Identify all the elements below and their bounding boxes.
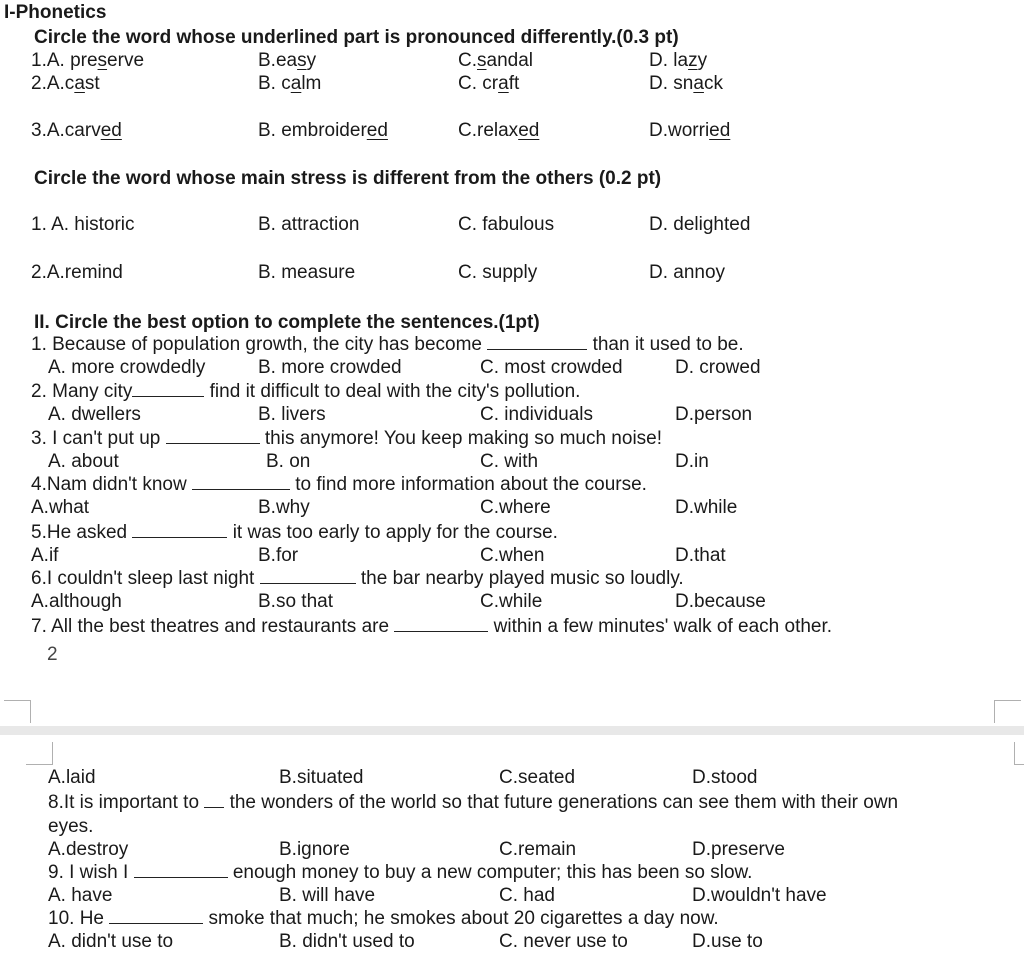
option-b[interactable] [258,119,388,142]
question-text: 5.He asked [31,522,128,543]
option-a[interactable]: A.destroy [48,839,129,860]
option-b[interactable]: B. attraction [258,214,360,235]
option-b[interactable]: B.why [258,497,310,518]
question-text: find it difficult to deal with the city's pollution. [209,381,581,402]
option-d[interactable]: D. delighted [649,214,751,235]
option-c[interactable]: C. had [499,885,555,906]
option-text: C.relax [458,120,519,141]
answer-blank[interactable] [109,909,203,924]
underlined-part: a [74,73,85,94]
option-text: B. c [258,73,291,94]
option-d[interactable]: D. annoy [649,262,726,283]
crop-mark-top-right [994,700,1021,723]
question-text: 1. Because of population growth, the city has become [31,334,482,355]
question-text: enough money to buy a new computer; this has been so slow. [232,862,753,883]
option-b[interactable]: B. will have [279,885,376,906]
option-text: B. embroider [258,120,367,141]
option-c[interactable]: C. never use to [499,931,628,952]
option-text: erve [107,50,145,71]
answer-blank[interactable] [132,523,227,538]
option-text: C. cr [458,73,499,94]
option-b[interactable]: B. livers [258,404,326,425]
option-text: 1.A. pre [31,50,98,71]
underlined-part: ed [709,120,731,141]
option-a[interactable]: A.if [31,545,59,566]
question-9-stem [48,861,752,884]
option-a[interactable]: 2.A.remind [31,262,123,283]
option-a[interactable] [31,49,144,72]
answer-blank[interactable] [394,617,488,632]
option-d[interactable] [649,49,707,72]
option-d[interactable] [649,119,730,142]
option-text: D.worri [649,120,710,141]
question-text: this anymore! You keep making so much noise! [264,428,663,449]
option-c[interactable]: C. most crowded [480,357,623,378]
question-text: smoke that much; he smokes about 20 cigarettes a day now. [208,908,719,929]
underlined-part: s [97,50,108,71]
option-text: D. la [649,50,689,71]
underlined-part: s [297,50,307,71]
question-text: to find more information about the course. [295,474,647,495]
instruction-stress: Circle the word whose main stress is different from the others (0.2 pt) [34,168,662,189]
page-break-divider [0,726,1024,735]
answer-blank[interactable] [487,335,587,350]
option-a[interactable]: A.laid [48,767,96,788]
option-text: st [84,73,100,94]
crop-mark-bottom-left [26,742,53,765]
option-d[interactable]: D.while [675,497,738,518]
crop-mark-bottom-right [1014,742,1024,765]
option-d[interactable]: D.person [675,404,753,425]
option-a[interactable]: A.what [31,497,90,518]
option-text: D. sn [649,73,694,94]
page-number: 2 [47,644,58,665]
option-text: 3.A.carv [31,120,101,141]
answer-blank[interactable] [132,382,204,397]
option-c[interactable]: C. individuals [480,404,593,425]
question-5-stem [31,521,558,544]
option-d[interactable]: D. crowed [675,357,761,378]
underlined-part: ed [366,120,388,141]
option-a[interactable]: A. dwellers [48,404,141,425]
underlined-part: s [477,50,487,71]
question-text: 10. He [48,908,104,929]
question-text: it was too early to apply for the course. [232,522,558,543]
option-text: lm [301,73,322,94]
option-a[interactable]: A. have [48,885,113,906]
option-b[interactable]: B. measure [258,262,356,283]
question-text: than it used to be. [592,334,744,355]
option-text: y [697,50,708,71]
answer-blank[interactable] [260,569,356,584]
underlined-part: z [688,50,698,71]
option-c[interactable]: C.when [480,545,545,566]
option-d[interactable]: D.preserve [692,839,785,860]
option-d[interactable]: D.in [675,451,709,472]
option-c[interactable]: C.where [480,497,551,518]
option-a[interactable] [31,119,122,142]
option-c[interactable]: C.remain [499,839,577,860]
option-c[interactable] [458,119,539,142]
section-title-sentences: II. Circle the best option to complete the sentences.(1pt) [34,312,540,333]
question-text: 9. I wish I [48,862,129,883]
instruction-pronunciation: Circle the word whose underlined part is pronounced differently.(0.3 pt) [34,27,679,48]
underlined-part: a [290,73,302,94]
option-text: andal [486,50,533,71]
option-c[interactable] [458,72,519,95]
question-text: 2. Many city [31,381,133,402]
option-a[interactable] [31,72,100,95]
option-text: ft [508,73,520,94]
option-c[interactable] [458,49,533,72]
underlined-part: a [693,73,704,94]
option-a[interactable]: A.although [31,591,122,612]
underlined-part: ed [100,120,122,141]
underlined-part: a [498,73,509,94]
option-text: ck [703,73,723,94]
question-8-stem [48,791,898,814]
answer-blank[interactable] [134,863,228,878]
answer-blank[interactable] [166,429,260,444]
question-text: the bar nearby played music so loudly. [360,568,684,589]
option-c[interactable]: C.seated [499,767,576,788]
option-b[interactable]: B. didn't used to [279,931,415,952]
section-title-phonetics: I-Phonetics [4,2,107,23]
question-text: 6.I couldn't sleep last night [31,568,255,589]
option-d[interactable]: D.use to [692,931,763,952]
option-d[interactable]: D.wouldn't have [692,885,827,906]
option-b[interactable]: B.ignore [279,839,350,860]
question-text: within a few minutes' walk of each other. [493,616,833,637]
option-b[interactable] [258,49,316,72]
option-a[interactable]: A. more crowdedly [48,357,206,378]
question-10-stem [48,907,719,930]
crop-mark-top-left [4,700,31,723]
option-text: 2.A.c [31,73,75,94]
option-d[interactable]: D.because [675,591,766,612]
question-3-stem [31,427,662,450]
question-6-stem [31,567,684,590]
question-text: 8.It is important to [48,792,200,813]
option-a[interactable]: 1. A. historic [31,214,135,235]
option-text: B.ea [258,50,298,71]
underlined-part: ed [518,120,540,141]
option-b[interactable]: B.situated [279,767,364,788]
question-8-continuation: eyes. [48,816,94,837]
option-b[interactable]: B. more crowded [258,357,402,378]
option-c[interactable]: C. with [480,451,539,472]
option-c[interactable]: C.while [480,591,543,612]
question-4-stem [31,473,647,496]
option-b[interactable]: B. on [266,451,311,472]
question-text: 7. All the best theatres and restaurants are [31,616,390,637]
answer-blank[interactable] [192,475,290,490]
question-text: 3. I can't put up [31,428,161,449]
option-text: y [306,50,317,71]
option-c[interactable]: C. supply [458,262,538,283]
option-text: C. [458,50,477,71]
option-b[interactable]: B.so that [258,591,333,612]
option-d[interactable] [649,72,723,95]
question-7-stem [31,615,832,638]
option-d[interactable]: D.that [675,545,726,566]
question-2-stem [31,380,580,403]
option-b[interactable]: B.for [258,545,299,566]
option-b[interactable] [258,72,321,95]
option-a[interactable]: A. didn't use to [48,931,174,952]
option-c[interactable]: C. fabulous [458,214,555,235]
question-1-stem [31,333,744,356]
option-a[interactable]: A. about [48,451,119,472]
question-text: the wonders of the world so that future generations can see them with their own [229,792,899,813]
question-text: 4.Nam didn't know [31,474,187,495]
option-d[interactable]: D.stood [692,767,758,788]
answer-blank[interactable] [204,793,224,808]
